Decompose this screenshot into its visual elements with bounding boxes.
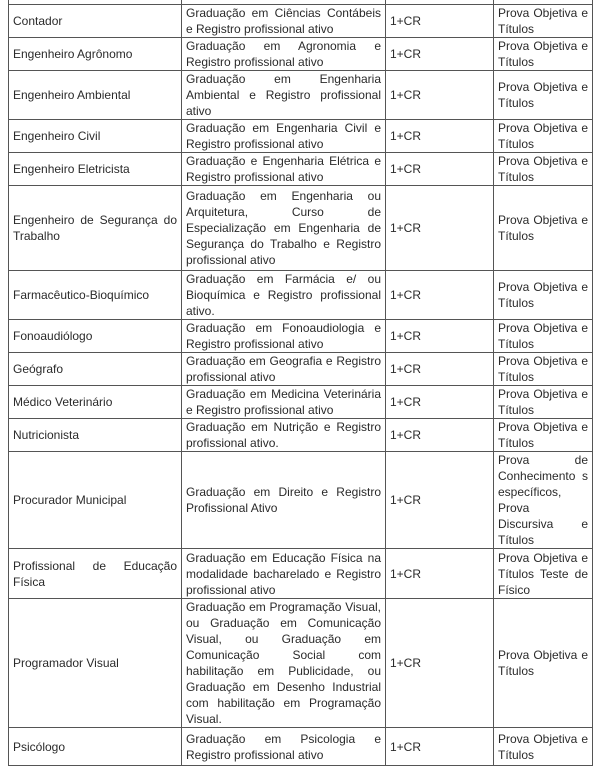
cargo-cell: Contador bbox=[9, 5, 182, 38]
cargos-table bbox=[8, 0, 593, 766]
table-row bbox=[9, 71, 593, 120]
table-row bbox=[9, 38, 593, 71]
etapas-cell: Prova Objetiva e Títulos bbox=[494, 71, 593, 120]
vagas-cell: 1+CR bbox=[386, 271, 494, 320]
cargo-cell: Fonoaudiólogo bbox=[9, 320, 182, 353]
etapas-cell: Prova Objetiva e Títulos bbox=[494, 153, 593, 186]
requisito-cell: Graduação em Programação Visual, ou Graduação em Comunicação Visual, ou Graduação em Comunicação Social com habilitação em Publicidade, ou Graduação em Desenho Industrial com habilitação em Programação Visual. bbox=[182, 599, 386, 728]
table-row bbox=[9, 599, 593, 728]
cargo-cell: Geógrafo bbox=[9, 353, 182, 386]
table-row bbox=[9, 728, 593, 766]
vagas-cell: 1+CR bbox=[386, 153, 494, 186]
requisito-cell: Graduação em Geografia e Registro profissional ativo bbox=[182, 353, 386, 386]
etapas-cell: Prova Objetiva e Títulos bbox=[494, 38, 593, 71]
table-row bbox=[9, 452, 593, 549]
cargo-cell: Médico Veterinário bbox=[9, 386, 182, 419]
requisito-cell: Graduação em Engenharia Ambiental e Registro profissional ativo bbox=[182, 71, 386, 120]
cargo-cell: Engenheiro Agrônomo bbox=[9, 38, 182, 71]
table-row bbox=[9, 419, 593, 452]
cargo-cell: Engenheiro Ambiental bbox=[9, 71, 182, 120]
vagas-cell: 1+CR bbox=[386, 386, 494, 419]
requisito-cell: Graduação em Ciências Contábeis e Registro profissional ativo bbox=[182, 5, 386, 38]
etapas-cell: Prova Objetiva e Títulos Teste de Físico bbox=[494, 549, 593, 599]
table-row bbox=[9, 186, 593, 271]
cargo-cell: Engenheiro de Segurança do Trabalho bbox=[9, 186, 182, 271]
vagas-cell: 1+CR bbox=[386, 5, 494, 38]
etapas-cell: Prova Objetiva e Títulos bbox=[494, 353, 593, 386]
vagas-cell: 1+CR bbox=[386, 320, 494, 353]
etapas-cell: Prova Objetiva e Títulos bbox=[494, 5, 593, 38]
vagas-cell: 1+CR bbox=[386, 353, 494, 386]
table-row bbox=[9, 320, 593, 353]
table-row bbox=[9, 120, 593, 153]
etapas-cell: Prova Objetiva e Títulos bbox=[494, 271, 593, 320]
table-row bbox=[9, 271, 593, 320]
etapas-cell: Prova Objetiva e Títulos bbox=[494, 419, 593, 452]
table-row bbox=[9, 153, 593, 186]
vagas-cell: 1+CR bbox=[386, 599, 494, 728]
etapas-cell: Prova Objetiva e Títulos bbox=[494, 120, 593, 153]
etapas-cell: Prova Objetiva e Títulos bbox=[494, 599, 593, 728]
etapas-cell: Prova Objetiva e Títulos bbox=[494, 186, 593, 271]
vagas-cell: 1+CR bbox=[386, 38, 494, 71]
requisito-cell: Graduação em Direito e Registro Profissional Ativo bbox=[182, 452, 386, 549]
requisito-cell: Graduação e Engenharia Elétrica e Registro profissional ativo bbox=[182, 153, 386, 186]
requisito-cell: Graduação em Fonoaudiologia e Registro profissional ativo bbox=[182, 320, 386, 353]
requisito-cell: Graduação em Farmácia e/ ou Bioquímica e Registro profissional ativo. bbox=[182, 271, 386, 320]
cargo-cell: Profissional de Educação Física bbox=[9, 549, 182, 599]
requisito-cell: Graduação em Agronomia e Registro profissional ativo bbox=[182, 38, 386, 71]
table-row bbox=[9, 353, 593, 386]
etapas-cell: Prova Objetiva e Títulos bbox=[494, 728, 593, 766]
requisito-cell: Graduação em Medicina Veterinária e Registro profissional ativo bbox=[182, 386, 386, 419]
vagas-cell: 1+CR bbox=[386, 186, 494, 271]
etapas-cell: Prova Objetiva e Títulos bbox=[494, 320, 593, 353]
cargo-cell: Engenheiro Civil bbox=[9, 120, 182, 153]
cargo-cell: Engenheiro Eletricista bbox=[9, 153, 182, 186]
cargo-cell: Programador Visual bbox=[9, 599, 182, 728]
table-row bbox=[9, 5, 593, 38]
vagas-cell: 1+CR bbox=[386, 71, 494, 120]
cargo-cell: Farmacêutico-Bioquímico bbox=[9, 271, 182, 320]
requisito-cell: Graduação em Educação Física na modalidade bacharelado e Registro profissional ativo bbox=[182, 549, 386, 599]
requisito-cell: Graduação em Psicologia e Registro profissional ativo bbox=[182, 728, 386, 766]
requisito-cell: Graduação em Engenharia Civil e Registro profissional ativo bbox=[182, 120, 386, 153]
vagas-cell: 1+CR bbox=[386, 452, 494, 549]
vagas-cell: 1+CR bbox=[386, 419, 494, 452]
table-row bbox=[9, 386, 593, 419]
cargo-cell: Psicólogo bbox=[9, 728, 182, 766]
cargo-cell: Nutricionista bbox=[9, 419, 182, 452]
vagas-cell: 1+CR bbox=[386, 728, 494, 766]
table-row bbox=[9, 549, 593, 599]
requisito-cell: Graduação em Nutrição e Registro profissional ativo. bbox=[182, 419, 386, 452]
cargo-cell: Procurador Municipal bbox=[9, 452, 182, 549]
vagas-cell: 1+CR bbox=[386, 120, 494, 153]
requisito-cell: Graduação em Engenharia ou Arquitetura, Curso de Especialização em Engenharia de Segurança do Trabalho e Registro profissional ativo bbox=[182, 186, 386, 271]
etapas-cell: Prova de Conhecimento s específicos, Prova Discursiva e Títulos bbox=[494, 452, 593, 549]
etapas-cell: Prova Objetiva e Títulos bbox=[494, 386, 593, 419]
vagas-cell: 1+CR bbox=[386, 549, 494, 599]
